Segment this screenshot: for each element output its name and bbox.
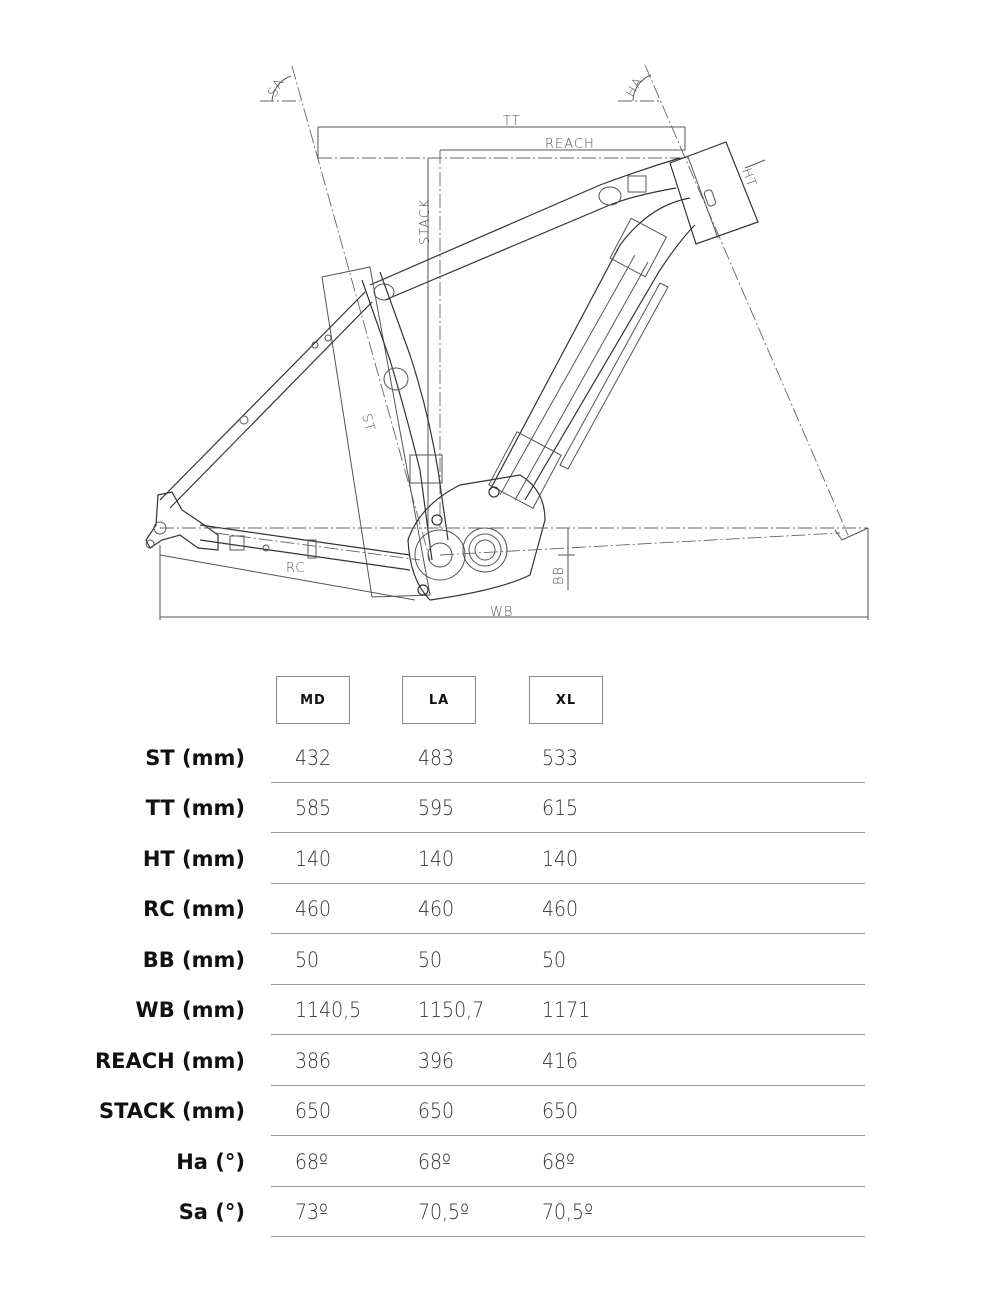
head-angle-mark xyxy=(618,65,848,535)
chain-stay xyxy=(200,525,420,570)
table-row-st xyxy=(0,733,1001,783)
value-md: 73º xyxy=(295,1200,328,1224)
value-la: 595 xyxy=(418,796,455,820)
size-header-md: MD xyxy=(276,676,350,724)
value-md: 460 xyxy=(295,897,332,921)
value-la: 396 xyxy=(418,1049,455,1073)
table-row-tt xyxy=(0,783,1001,833)
value-md: 432 xyxy=(295,746,332,770)
row-label: WB (mm) xyxy=(135,998,245,1022)
label-tt: TT xyxy=(503,114,521,129)
table-row-ha xyxy=(0,1137,1001,1187)
size-header-la: LA xyxy=(402,676,476,724)
value-xl: 70,5º xyxy=(542,1200,593,1224)
label-bb: BB xyxy=(552,565,567,585)
table-row-stack xyxy=(0,1086,1001,1136)
head-tube xyxy=(670,142,765,244)
table-row-ht xyxy=(0,834,1001,884)
value-xl: 140 xyxy=(542,847,579,871)
value-la: 68º xyxy=(418,1150,451,1174)
size-header-xl: XL xyxy=(529,676,603,724)
value-la: 70,5º xyxy=(418,1200,469,1224)
table-row-rc xyxy=(0,884,1001,934)
value-xl: 460 xyxy=(542,897,579,921)
row-label: HT (mm) xyxy=(142,847,245,871)
down-tube xyxy=(489,198,695,508)
row-label: Sa (°) xyxy=(178,1200,245,1224)
row-label: ST (mm) xyxy=(145,746,245,770)
value-la: 483 xyxy=(418,746,455,770)
value-md: 1140,5 xyxy=(295,998,362,1022)
value-xl: 1171 xyxy=(542,998,591,1022)
value-la: 1150,7 xyxy=(418,998,485,1022)
value-md: 140 xyxy=(295,847,332,871)
table-row-sa xyxy=(0,1187,1001,1237)
value-xl: 416 xyxy=(542,1049,579,1073)
value-la: 50 xyxy=(418,948,443,972)
row-divider xyxy=(271,1034,865,1035)
value-xl: 50 xyxy=(542,948,567,972)
label-rc: RC xyxy=(286,561,306,576)
row-divider xyxy=(271,1135,865,1136)
label-stack: STACK xyxy=(418,198,433,245)
row-label: Ha (°) xyxy=(176,1150,245,1174)
label-reach: REACH xyxy=(545,137,595,152)
row-divider xyxy=(271,1236,865,1237)
value-xl: 650 xyxy=(542,1099,579,1123)
label-ht: HT xyxy=(738,166,760,190)
value-md: 386 xyxy=(295,1049,332,1073)
row-label: REACH (mm) xyxy=(94,1049,245,1073)
value-md: 650 xyxy=(295,1099,332,1123)
label-st: ST xyxy=(358,412,378,434)
table-row-reach xyxy=(0,1036,1001,1086)
seat-stay xyxy=(160,292,372,508)
reference-lines xyxy=(160,528,868,620)
row-label: STACK (mm) xyxy=(98,1099,245,1123)
label-sa: SA xyxy=(265,75,289,100)
row-label: TT (mm) xyxy=(145,796,245,820)
value-xl: 615 xyxy=(542,796,579,820)
value-md: 585 xyxy=(295,796,332,820)
label-wb: WB xyxy=(490,605,514,620)
tt-dimension xyxy=(318,114,685,158)
row-label: BB (mm) xyxy=(142,948,245,972)
table-row-wb xyxy=(0,985,1001,1035)
value-la: 140 xyxy=(418,847,455,871)
row-label: RC (mm) xyxy=(143,897,245,921)
value-la: 460 xyxy=(418,897,455,921)
value-md: 68º xyxy=(295,1150,328,1174)
value-la: 650 xyxy=(418,1099,455,1123)
value-md: 50 xyxy=(295,948,320,972)
row-divider xyxy=(271,832,865,833)
row-divider xyxy=(271,933,865,934)
value-xl: 68º xyxy=(542,1150,575,1174)
table-row-bb xyxy=(0,935,1001,985)
label-ha: HA xyxy=(623,74,647,100)
value-xl: 533 xyxy=(542,746,579,770)
